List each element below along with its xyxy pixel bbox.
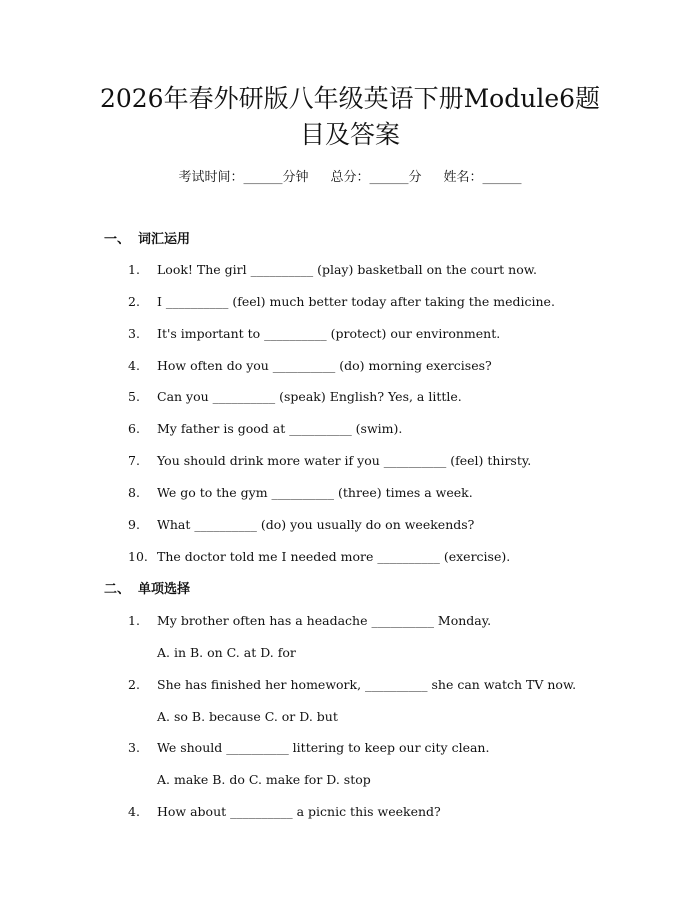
question-text: How about __________ a picnic this weekend?	[157, 804, 441, 819]
question-number: 2.	[128, 677, 140, 692]
question-number: 1.	[128, 613, 140, 628]
question-item	[128, 293, 555, 311]
section-number: 二、	[104, 582, 131, 597]
question-item	[128, 261, 537, 279]
question-item	[128, 388, 462, 406]
question-item	[128, 548, 510, 566]
question-number: 5.	[128, 389, 140, 404]
question-text: It's important to __________ (protect) our environment.	[157, 326, 501, 341]
question-number: 3.	[128, 740, 140, 755]
question-number: 1.	[128, 262, 140, 277]
question-text: How often do you __________ (do) morning exercises?	[157, 358, 492, 373]
question-text: Can you __________ (speak) English? Yes, a little.	[157, 389, 462, 404]
question-number: 8.	[128, 485, 140, 500]
answer-options: A. in B. on C. at D. for	[157, 645, 296, 660]
exam-total-score: 总分：______分	[330, 170, 422, 185]
question-item	[128, 739, 489, 757]
question-item	[128, 676, 576, 694]
section-title: 单项选择	[138, 582, 191, 597]
question-text: My father is good at __________ (swim).	[157, 421, 403, 436]
question-number: 4.	[128, 358, 140, 373]
question-number: 9.	[128, 517, 140, 532]
answer-options: A. make B. do C. make for D. stop	[157, 772, 371, 787]
question-text: My brother often has a headache __________ Monday.	[157, 613, 492, 628]
section-title: 词汇运用	[138, 232, 191, 247]
document-title-line-2: 目及答案	[299, 120, 400, 149]
question-item	[128, 357, 492, 375]
question-item	[128, 516, 474, 534]
question-number: 7.	[128, 453, 140, 468]
question-number: 6.	[128, 421, 140, 436]
question-text: We should __________ littering to keep our city clean.	[157, 740, 490, 755]
section-number: 一、	[104, 232, 131, 247]
question-number: 10.	[128, 549, 148, 564]
question-item	[128, 420, 402, 438]
question-item	[128, 612, 491, 630]
student-name: 姓名：______	[443, 170, 522, 185]
question-item	[128, 484, 473, 502]
question-number: 4.	[128, 804, 140, 819]
question-item	[128, 803, 441, 821]
section-heading-multiple-choice	[104, 580, 190, 600]
exam-time: 考试时间：______分钟	[178, 170, 309, 185]
question-text: What __________ (do) you usually do on weekends?	[157, 517, 475, 532]
exam-info	[0, 168, 700, 188]
section-heading-vocabulary	[104, 230, 190, 250]
question-text: Look! The girl __________ (play) basketball on the court now.	[157, 262, 537, 277]
question-item	[128, 325, 500, 343]
question-number: 3.	[128, 326, 140, 341]
answer-options: A. so B. because C. or D. but	[157, 709, 338, 724]
question-text: I __________ (feel) much better today after taking the medicine.	[157, 294, 555, 309]
question-number: 2.	[128, 294, 140, 309]
question-text: She has finished her homework, __________ she can watch TV now.	[157, 677, 577, 692]
question-text: The doctor told me I needed more __________ (exercise).	[157, 549, 511, 564]
question-text: You should drink more water if you __________ (feel) thirsty.	[157, 453, 532, 468]
question-text: We go to the gym __________ (three) times a week.	[157, 485, 473, 500]
document-title-line-1: 2026年春外研版八年级英语下册Module6题	[99, 84, 601, 113]
question-item	[128, 452, 531, 470]
